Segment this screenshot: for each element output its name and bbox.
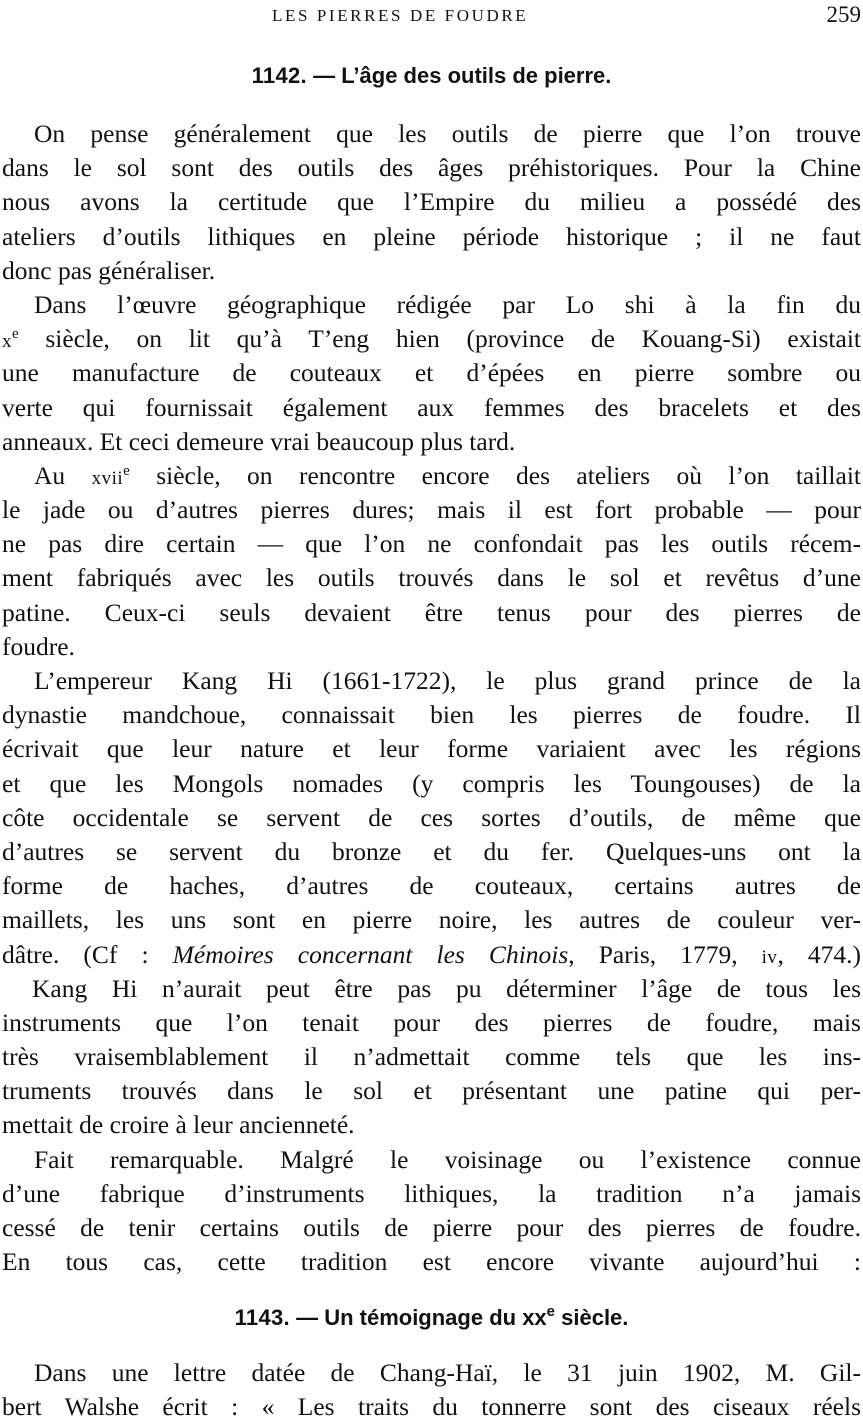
section-1142-body bbox=[2, 117, 861, 1279]
volume-numeral: iv bbox=[761, 946, 778, 968]
section-title: Un témoignage du $xx^e$ siècle. bbox=[324, 1303, 629, 1330]
text-line: Kang Hi n’aurait peut être pas pu déterminer l’âge de tous les bbox=[32, 973, 861, 1003]
text-line: le jade ou d’autres pierres dures; mais il est fort probable — pour bbox=[2, 495, 861, 525]
page-number: 259 bbox=[826, 2, 861, 27]
text-line: En tous cas, cette tradition est encore vivante aujourd’hui : bbox=[2, 1247, 861, 1277]
text-line: $x^e$ siècle, on lit qu’à T’eng hien (province de Kouang-Si) existait bbox=[2, 324, 861, 354]
section-title: L’âge des outils de pierre. bbox=[341, 63, 612, 88]
text-line: ateliers d’outils lithiques en pleine période historique ; il ne faut bbox=[2, 221, 861, 251]
section-dash: — bbox=[313, 63, 336, 88]
section-number: 1143. bbox=[234, 1305, 290, 1330]
section-heading-1143 bbox=[0, 1305, 863, 1331]
text-line: verte qui fournissait également aux femmes des bracelets et des bbox=[2, 392, 861, 422]
text-line: dans le sol sont des outils des âges préhistoriques. Pour la Chine bbox=[2, 153, 861, 183]
running-header bbox=[0, 2, 863, 28]
text-line: Dans l’œuvre géographique rédigée par Lo shi à la fin du bbox=[34, 289, 861, 319]
section-1143-body bbox=[2, 1356, 861, 1424]
text-line: dâtre. (Cf : Mémoires concernant les Chinois, Paris, 1779, iv, 474.) bbox=[2, 939, 861, 969]
text-line: Fait remarquable. Malgré le voisinage ou l’existence connue bbox=[34, 1144, 861, 1174]
cited-title: Mémoires concernant les Chinois bbox=[172, 939, 569, 969]
text-line: d’autres se servent du bronze et du fer. Quelques-uns ont la bbox=[2, 836, 861, 866]
text-line: et que les Mongols nomades (y compris les Toungouses) de la bbox=[2, 768, 861, 798]
text-line: bert Walshe écrit : « Les traits du tonnerre sont des ciseaux réels bbox=[2, 1392, 861, 1422]
text-line: donc pas généraliser. bbox=[2, 255, 216, 285]
text-line: une manufacture de couteaux et d’épées en pierre sombre ou bbox=[2, 358, 861, 388]
section-heading-1142 bbox=[0, 63, 863, 89]
text-line: forme de haches, d’autres de couteaux, certains autres de bbox=[2, 871, 861, 901]
text-line: On pense généralement que les outils de pierre que l’on trouve bbox=[34, 119, 861, 148]
century-numeral: xvii bbox=[91, 467, 124, 489]
century-numeral: x bbox=[2, 331, 12, 353]
text-line: d’une fabrique d’instruments lithiques, la tradition n’a jamais bbox=[2, 1178, 861, 1208]
text-line: ment fabriqués avec les outils trouvés dans le sol et revêtus d’une bbox=[2, 563, 861, 593]
running-title: LES PIERRES DE FOUDRE bbox=[272, 6, 529, 25]
text-line: ne pas dire certain — que l’on ne confondait pas les outils récem- bbox=[2, 529, 861, 559]
text-line: truments trouvés dans le sol et présentant une patine qui per- bbox=[2, 1076, 861, 1106]
text-line: mettait de croire à leur ancienneté. bbox=[2, 1110, 355, 1140]
text-line: très vraisemblablement il n’admettait comme tels que les ins- bbox=[2, 1042, 861, 1072]
text-line: côte occidentale se servent de ces sortes d’outils, de même que bbox=[2, 802, 861, 832]
text-line: Dans une lettre datée de Chang-Haï, le 31 juin 1902, M. Gil- bbox=[34, 1358, 861, 1387]
text-line: maillets, les uns sont en pierre noire, les autres de couleur ver- bbox=[2, 905, 861, 935]
text-line: anneaux. Et ceci demeure vrai beaucoup plus tard. bbox=[2, 426, 516, 456]
superscript: e bbox=[12, 326, 19, 343]
text-line: patine. Ceux-ci seuls devaient être tenus pour des pierres de bbox=[2, 597, 861, 627]
text-line: Au xvii$^e$ siècle, on rencontre encore des ateliers où l’on taillait bbox=[34, 460, 861, 490]
section-dash: — bbox=[296, 1305, 319, 1330]
text-line: cessé de tenir certains outils de pierre pour des pierres de foudre. bbox=[2, 1213, 861, 1242]
text-line: instruments que l’on tenait pour des pierres de foudre, mais bbox=[2, 1007, 861, 1037]
text-line: écrivait que leur nature et leur forme variaient avec les régions bbox=[2, 734, 861, 764]
superscript: e bbox=[123, 462, 130, 479]
text-line: dynastie mandchoue, connaissait bien les pierres de foudre. Il bbox=[2, 700, 861, 730]
text-line: foudre. bbox=[2, 631, 75, 661]
text-line: nous avons la certitude que l’Empire du milieu a possédé des bbox=[2, 187, 861, 217]
century-numeral: xx bbox=[522, 1305, 547, 1330]
text-line: L’empereur Kang Hi (1661-1722), le plus grand prince de la bbox=[34, 666, 861, 695]
superscript: e bbox=[546, 1303, 556, 1320]
section-number: 1142. bbox=[251, 63, 307, 88]
